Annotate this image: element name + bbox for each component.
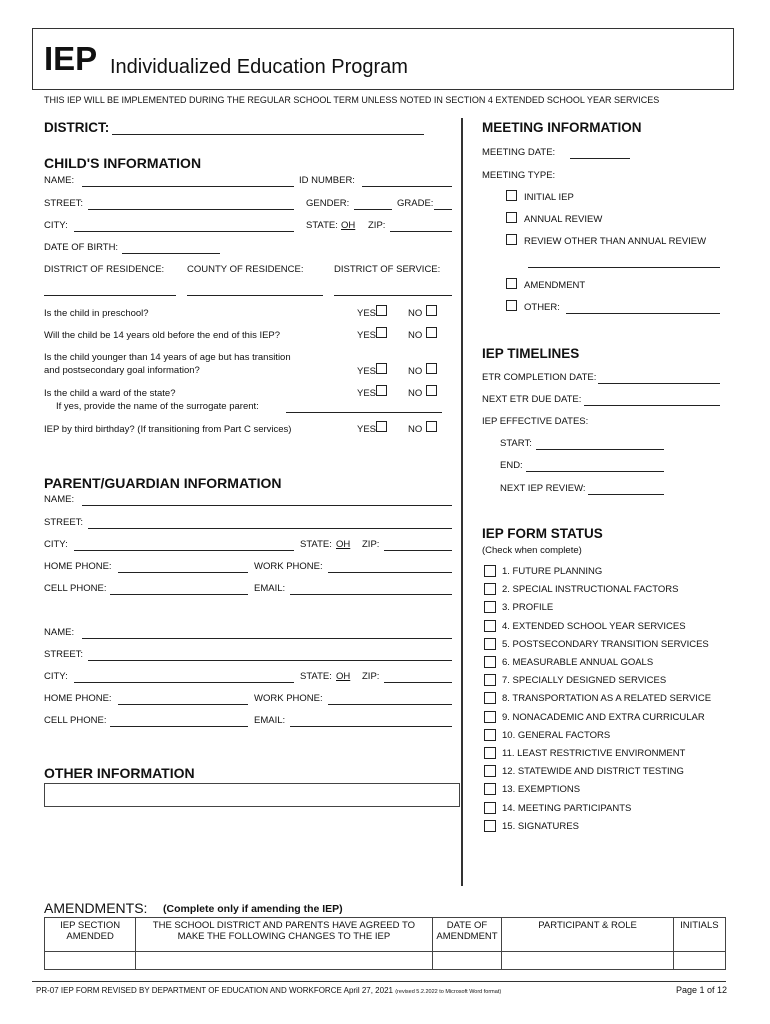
status-item-label: 6. MEASURABLE ANNUAL GOALS — [502, 657, 654, 668]
parent1-name-field[interactable] — [82, 505, 452, 506]
q2-yes-label: YES — [357, 330, 377, 341]
amendments-title: AMENDMENTS: — [44, 900, 148, 916]
parent1-city-label: CITY: — [44, 539, 68, 550]
child-city-label: CITY: — [44, 220, 68, 231]
end-field[interactable] — [526, 471, 664, 472]
form-status-heading: IEP FORM STATUS — [482, 526, 603, 541]
amendments-table — [44, 917, 726, 970]
q5-yes-checkbox[interactable] — [376, 421, 387, 432]
q3-yes-label: YES — [357, 366, 377, 377]
review-other-label: REVIEW OTHER THAN ANNUAL REVIEW — [524, 236, 707, 247]
parent2-name-label: NAME: — [44, 627, 75, 638]
amendment-checkbox[interactable] — [506, 278, 517, 289]
status-item-label: 11. LEAST RESTRICTIVE ENVIRONMENT — [502, 748, 686, 759]
form-status-subtitle: (Check when complete) — [482, 545, 582, 556]
q2-yes-checkbox[interactable] — [376, 327, 387, 338]
parent1-work-phone-field[interactable] — [328, 572, 452, 573]
parent1-email-label: EMAIL: — [254, 583, 286, 594]
review-other-field[interactable] — [528, 267, 720, 268]
status-item-label: 13. EXEMPTIONS — [502, 784, 581, 796]
status-item-label: 5. POSTSECONDARY TRANSITION SERVICES — [502, 638, 709, 650]
parent2-email-label: EMAIL: — [254, 715, 286, 726]
start-field[interactable] — [536, 449, 664, 450]
child-state-label: STATE: — [306, 220, 338, 231]
q-surrogate-parent: If yes, provide the name of the surrogate parent: — [56, 401, 259, 412]
q-preschool: Is the child in preschool? — [44, 308, 149, 319]
next-etr-label: NEXT ETR DUE DATE: — [482, 394, 582, 405]
parent2-state-label: STATE: — [300, 671, 332, 682]
other-field[interactable] — [566, 313, 720, 314]
col-participant: PARTICIPANT & ROLE — [502, 918, 673, 952]
review-other-checkbox[interactable] — [506, 234, 517, 245]
parent1-home-phone-field[interactable] — [118, 572, 248, 573]
q1-yes-checkbox[interactable] — [376, 305, 387, 316]
footer-left — [36, 986, 501, 995]
other-label: OTHER: — [524, 302, 560, 313]
gender-label: GENDER: — [306, 198, 350, 209]
dob-field[interactable] — [122, 253, 220, 254]
parent2-home-phone-field[interactable] — [118, 704, 248, 705]
cell-participant[interactable] — [502, 952, 673, 970]
q2-no-checkbox[interactable] — [426, 327, 437, 338]
status-checkbox-15[interactable] — [484, 820, 496, 832]
amendment-label: AMENDMENT — [524, 280, 586, 291]
parent1-cell-phone-field[interactable] — [110, 594, 248, 595]
initial-iep-label: INITIAL IEP — [524, 192, 574, 203]
q5-yes-label: YES — [357, 424, 377, 435]
county-residence-label: COUNTY OF RESIDENCE: — [187, 264, 304, 275]
surrogate-parent-field[interactable] — [286, 412, 442, 413]
meeting-type-label: MEETING TYPE: — [482, 170, 556, 181]
status-checkbox-11[interactable] — [484, 747, 496, 759]
status-checkbox-10[interactable] — [484, 729, 496, 741]
status-item-label: 12. STATEWIDE AND DISTRICT TESTING — [502, 766, 684, 778]
parent1-cell-phone-label: CELL PHONE: — [44, 583, 107, 594]
table-row — [45, 952, 726, 970]
status-checkbox-14[interactable] — [484, 802, 496, 814]
parent2-city-label: CITY: — [44, 671, 68, 682]
parent1-zip-label: ZIP: — [362, 539, 380, 550]
footer-form-info: PR-07 IEP FORM REVISED BY DEPARTMENT OF EDUCATION AND WORKFORCE April 27, 2021 — [36, 986, 393, 995]
q4-no-checkbox[interactable] — [426, 385, 437, 396]
other-checkbox[interactable] — [506, 300, 517, 311]
q1-no-label: NO — [408, 308, 423, 319]
status-checkbox-9[interactable] — [484, 711, 496, 723]
amendments-note: (Complete only if amending the IEP) — [163, 903, 343, 915]
q3-no-label: NO — [408, 366, 423, 377]
status-checkbox-3[interactable] — [484, 601, 496, 613]
parent1-street-label: STREET: — [44, 517, 84, 528]
status-item-label: 2. SPECIAL INSTRUCTIONAL FACTORS — [502, 584, 679, 596]
child-zip-field[interactable] — [390, 231, 452, 232]
footer-revised-note: (revised 5.2.2022 to Microsoft Word format) — [395, 989, 502, 995]
status-item-label: 15. SIGNATURES — [502, 820, 579, 832]
q-third-birthday: IEP by third birthday? (If transitioning from Part C services) — [44, 424, 292, 435]
other-info-heading: OTHER INFORMATION — [44, 765, 195, 781]
county-residence-field[interactable] — [187, 295, 323, 296]
parent1-zip-field[interactable] — [384, 550, 452, 551]
parent2-cell-phone-label: CELL PHONE: — [44, 715, 107, 726]
etr-completion-field[interactable] — [598, 383, 720, 384]
cell-changes[interactable] — [136, 952, 432, 970]
district-service-field[interactable] — [334, 295, 452, 296]
meeting-info-heading: MEETING INFORMATION — [482, 120, 642, 135]
iep-timelines-heading: IEP TIMELINES — [482, 346, 580, 361]
etr-completion-label: ETR COMPLETION DATE: — [482, 372, 597, 383]
q-age-14: Will the child be 14 years old before the end of this IEP? — [44, 330, 281, 341]
parent-info-heading: PARENT/GUARDIAN INFORMATION — [44, 475, 282, 491]
child-city-field[interactable] — [74, 231, 294, 232]
page-title: Individualized Education Program — [110, 56, 408, 78]
q4-no-label: NO — [408, 388, 423, 399]
status-checkbox-1[interactable] — [484, 565, 496, 577]
q4-yes-label: YES — [357, 388, 377, 399]
q3-yes-checkbox[interactable] — [376, 363, 387, 374]
child-info-heading: CHILD'S INFORMATION — [44, 155, 202, 171]
district-service-label: DISTRICT OF SERVICE: — [334, 264, 441, 275]
footer-rule — [32, 981, 726, 982]
status-item-label: 7. SPECIALLY DESIGNED SERVICES — [502, 675, 667, 687]
parent2-street-label: STREET: — [44, 649, 84, 660]
child-state-value[interactable]: OH — [341, 220, 356, 231]
col-iep-section: IEP SECTION AMENDED — [45, 918, 136, 952]
id-number-label: ID NUMBER: — [299, 175, 355, 186]
status-item-label: 1. FUTURE PLANNING — [502, 566, 603, 577]
status-checkbox-2[interactable] — [484, 583, 496, 595]
other-info-textarea[interactable] — [44, 783, 460, 807]
parent2-name-field[interactable] — [82, 638, 452, 639]
effective-dates-label: IEP EFFECTIVE DATES: — [482, 416, 589, 427]
parent1-state-label: STATE: — [300, 539, 332, 550]
parent2-street-field[interactable] — [88, 660, 452, 661]
parent2-email-field[interactable] — [290, 726, 452, 727]
q5-no-label: NO — [408, 424, 423, 435]
col-changes: THE SCHOOL DISTRICT AND PARENTS HAVE AGREED TO MAKE THE FOLLOWING CHANGES TO THE IEP — [136, 918, 432, 952]
parent2-work-phone-field[interactable] — [328, 704, 452, 705]
id-number-field[interactable] — [362, 186, 452, 187]
next-review-field[interactable] — [588, 494, 664, 495]
col-date: DATE OF AMENDMENT — [432, 918, 502, 952]
district-residence-field[interactable] — [44, 295, 176, 296]
q-transition-line1: Is the child younger than 14 years of age but has transition — [44, 352, 291, 363]
parent2-zip-field[interactable] — [384, 682, 452, 683]
status-item-label: 8. TRANSPORTATION AS A RELATED SERVICE — [502, 693, 712, 705]
status-item-label: 9. NONACADEMIC AND EXTRA CURRICULAR — [502, 711, 705, 723]
cell-section[interactable] — [45, 952, 136, 970]
parent2-work-phone-label: WORK PHONE: — [254, 693, 323, 704]
q4-yes-checkbox[interactable] — [376, 385, 387, 396]
q-ward-of-state: Is the child a ward of the state? — [44, 388, 176, 399]
meeting-date-field[interactable] — [570, 158, 630, 159]
parent1-home-phone-label: HOME PHONE: — [44, 561, 112, 572]
meeting-date-label: MEETING DATE: — [482, 147, 556, 158]
q2-no-label: NO — [408, 330, 423, 341]
parent2-cell-phone-field[interactable] — [110, 726, 248, 727]
q1-yes-label: YES — [357, 308, 377, 319]
q1-no-checkbox[interactable] — [426, 305, 437, 316]
status-item-label: 14. MEETING PARTICIPANTS — [502, 802, 632, 814]
implementation-notice: THIS IEP WILL BE IMPLEMENTED DURING THE REGULAR SCHOOL TERM UNLESS NOTED IN SECTION 4 EXTENDED SCHOOL YEAR SERVICES — [44, 95, 660, 105]
annual-review-checkbox[interactable] — [506, 212, 517, 223]
end-label: END: — [500, 460, 523, 471]
child-street-field[interactable] — [88, 209, 294, 210]
dob-label: DATE OF BIRTH: — [44, 242, 119, 253]
next-review-label: NEXT IEP REVIEW: — [500, 483, 586, 494]
child-zip-label: ZIP: — [368, 220, 386, 231]
status-checkbox-12[interactable] — [484, 765, 496, 777]
status-checkbox-7[interactable] — [484, 674, 496, 686]
status-checkbox-4[interactable] — [484, 620, 496, 632]
cell-date[interactable] — [432, 952, 502, 970]
status-checkbox-13[interactable] — [484, 783, 496, 795]
status-checkbox-5[interactable] — [484, 638, 496, 650]
status-item-label: 10. GENERAL FACTORS — [502, 729, 611, 741]
parent1-work-phone-label: WORK PHONE: — [254, 561, 323, 572]
parent2-city-field[interactable] — [74, 682, 294, 683]
q-transition-line2: and postsecondary goal information? — [44, 365, 200, 376]
parent2-state-value[interactable]: OH — [336, 671, 351, 682]
start-label: START: — [500, 438, 532, 449]
parent1-name-label: NAME: — [44, 494, 75, 505]
q3-no-checkbox[interactable] — [426, 363, 437, 374]
district-residence-label: DISTRICT OF RESIDENCE: — [44, 264, 165, 275]
page-number: Page 1 of 12 — [676, 985, 728, 995]
status-item-label: 4. EXTENDED SCHOOL YEAR SERVICES — [502, 620, 686, 632]
column-divider — [461, 118, 463, 886]
parent1-state-value[interactable]: OH — [336, 539, 351, 550]
district-field[interactable] — [112, 134, 424, 135]
status-item-label: 3. PROFILE — [502, 602, 554, 614]
parent2-zip-label: ZIP: — [362, 671, 380, 682]
status-checkbox-8[interactable] — [484, 692, 496, 704]
parent1-street-field[interactable] — [88, 528, 452, 529]
gender-field[interactable] — [354, 209, 392, 210]
iep-logo-text: IEP — [44, 40, 98, 77]
parent1-city-field[interactable] — [74, 550, 294, 551]
child-street-label: STREET: — [44, 198, 84, 209]
parent2-home-phone-label: HOME PHONE: — [44, 693, 112, 704]
child-name-field[interactable] — [82, 186, 294, 187]
q5-no-checkbox[interactable] — [426, 421, 437, 432]
grade-label: GRADE: — [397, 198, 434, 209]
parent1-email-field[interactable] — [290, 594, 452, 595]
status-checkbox-6[interactable] — [484, 656, 496, 668]
district-label: DISTRICT: — [44, 120, 110, 135]
cell-initials[interactable] — [673, 952, 725, 970]
initial-iep-checkbox[interactable] — [506, 190, 517, 201]
next-etr-field[interactable] — [584, 405, 720, 406]
grade-field[interactable] — [434, 209, 452, 210]
col-initials: INITIALS — [673, 918, 725, 952]
annual-review-label: ANNUAL REVIEW — [524, 214, 603, 225]
child-name-label: NAME: — [44, 175, 75, 186]
